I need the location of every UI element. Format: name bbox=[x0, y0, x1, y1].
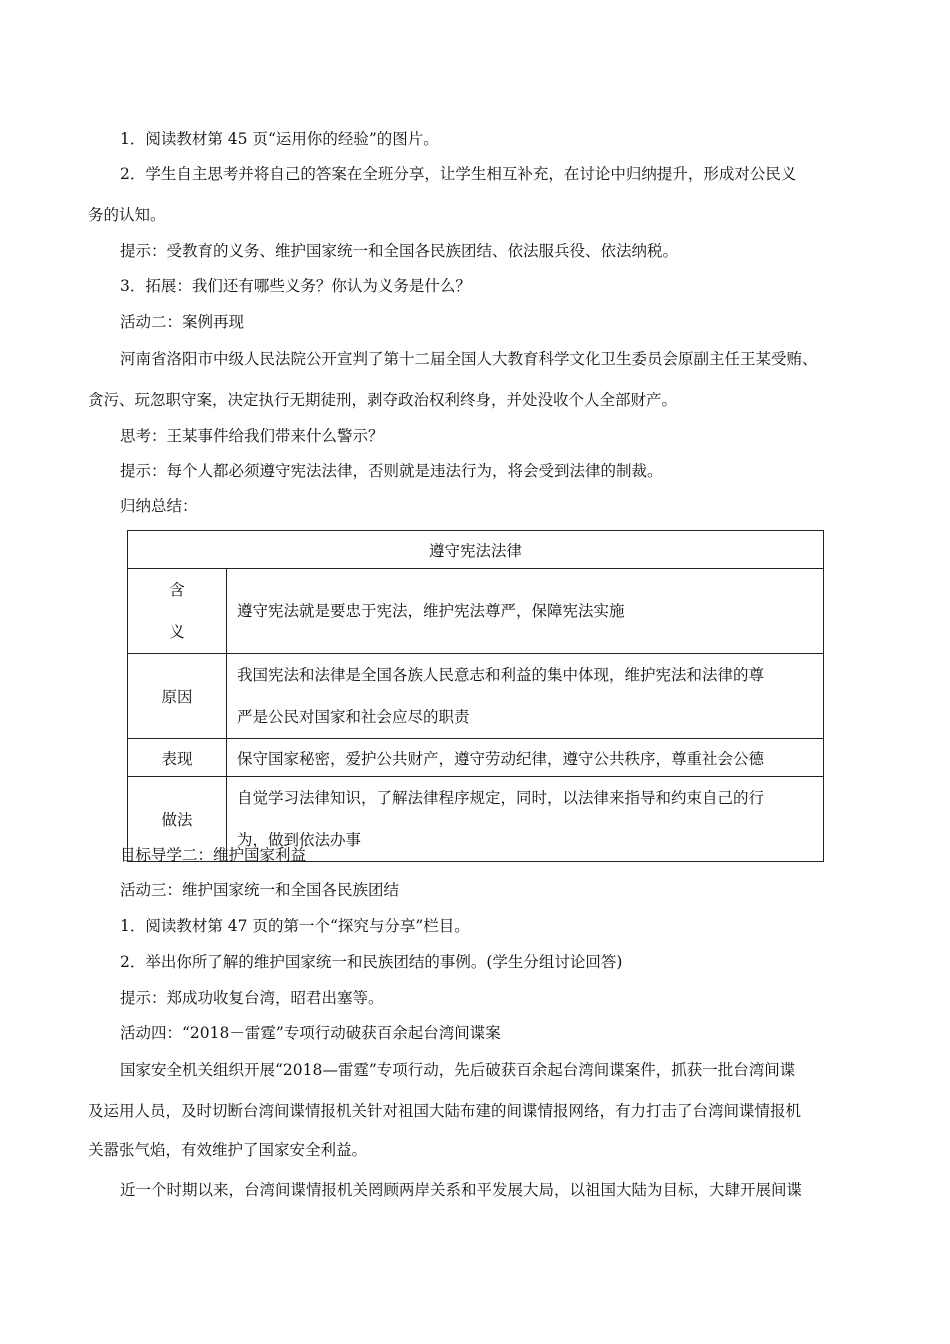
summary-heading: 归纳总结： bbox=[120, 497, 198, 515]
row-content-reason bbox=[227, 654, 824, 739]
activity-3-step-2: 2．举出你所了解的维护国家统一和民族团结的事例。(学生分组讨论回答) bbox=[120, 953, 623, 971]
activity-2-heading: 活动二：案例再现 bbox=[120, 313, 245, 331]
table-row bbox=[128, 654, 824, 739]
row-content-line: 遵守宪法就是要忠于宪法，维护宪法尊严，保障宪法实施 bbox=[237, 601, 625, 620]
row-label-practice: 做法 bbox=[128, 777, 227, 862]
goal-2-heading: 目标导学二：维护国家利益 bbox=[120, 846, 307, 864]
row-content-meaning bbox=[227, 569, 824, 654]
paragraph-step-3: 3．拓展：我们还有哪些义务？你认为义务是什么？ bbox=[120, 277, 471, 295]
table-header-row bbox=[128, 531, 824, 569]
row-content-line: 严是公民对国家和社会应尽的职责 bbox=[237, 708, 470, 726]
row-content-practice bbox=[227, 777, 824, 862]
case-2-line-1: 国家安全机关组织开展“2018—雷霆”专项行动，先后破获百余起台湾间谍案件，抓获一批台湾间谍 bbox=[120, 1061, 796, 1079]
activity-3-heading: 活动三：维护国家统一和全国各民族团结 bbox=[120, 881, 400, 899]
row-content-line: 自觉学习法律知识，了解法律程序规定，同时，以法律来指导和约束自己的行 bbox=[237, 789, 765, 807]
case-2-line-3: 关嚣张气焰，有效维护了国家安全利益。 bbox=[88, 1141, 368, 1159]
activity-3-step-1: 1．阅读教材第 47 页的第一个“探究与分享”栏目。 bbox=[120, 917, 470, 935]
table-row bbox=[128, 739, 824, 777]
row-content-manifestation bbox=[227, 739, 824, 777]
row-content-line: 为，做到依法办事 bbox=[237, 831, 362, 849]
row-content-line: 保守国家秘密，爱护公共财产，遵守劳动纪律，遵守公共秩序，尊重社会公德 bbox=[237, 749, 765, 768]
hint-examples: 提示：郑成功收复台湾，昭君出塞等。 bbox=[120, 989, 384, 1007]
hint-duties: 提示：受教育的义务、维护国家统一和全国各民族团结、依法服兵役、依法纳税。 bbox=[120, 242, 679, 260]
activity-4-heading: 活动四：“2018－雷霆”专项行动破获百余起台湾间谍案 bbox=[120, 1024, 501, 1042]
summary-table bbox=[127, 530, 824, 862]
table-row bbox=[128, 569, 824, 654]
table-title: 遵守宪法法律 bbox=[128, 531, 824, 569]
hint-warning: 提示：每个人都必须遵守宪法法律，否则就是违法行为，将会受到法律的制裁。 bbox=[120, 462, 663, 480]
row-label-reason: 原因 bbox=[128, 654, 227, 739]
paragraph-step-2-line-2: 务的认知。 bbox=[88, 206, 166, 224]
case-2-line-2: 及运用人员，及时切断台湾间谍情报机关针对祖国大陆布建的间谍情报网络，有力打击了台湾间谍情报机 bbox=[88, 1102, 802, 1120]
case-paragraph-line-2: 贪污、玩忽职守案，决定执行无期徒刑，剥夺政治权利终身，并处没收个人全部财产。 bbox=[88, 391, 678, 409]
case-3-line-1: 近一个时期以来，台湾间谍情报机关罔顾两岸关系和平发展大局，以祖国大陆为目标，大肆开展间谍 bbox=[120, 1181, 803, 1199]
case-paragraph-line-1: 河南省洛阳市中级人民法院公开宣判了第十二届全国人大教育科学文化卫生委员会原副主任王某受贿、 bbox=[120, 350, 818, 368]
paragraph-step-2-line-1: 2．学生自主思考并将自己的答案在全班分享，让学生相互补充，在讨论中归纳提升，形成对公民义 bbox=[120, 165, 797, 183]
think-question: 思考：王某事件给我们带来什么警示？ bbox=[120, 427, 384, 445]
row-content-line: 我国宪法和法律是全国各族人民意志和利益的集中体现，维护宪法和法律的尊 bbox=[237, 666, 765, 684]
row-label-meaning bbox=[128, 569, 227, 654]
row-label-char-1: 含 bbox=[169, 581, 185, 599]
row-label-manifestation: 表现 bbox=[128, 739, 227, 777]
row-label-char-2: 义 bbox=[169, 623, 185, 641]
paragraph-step-1: 1．阅读教材第 45 页“运用你的经验”的图片。 bbox=[120, 130, 439, 148]
